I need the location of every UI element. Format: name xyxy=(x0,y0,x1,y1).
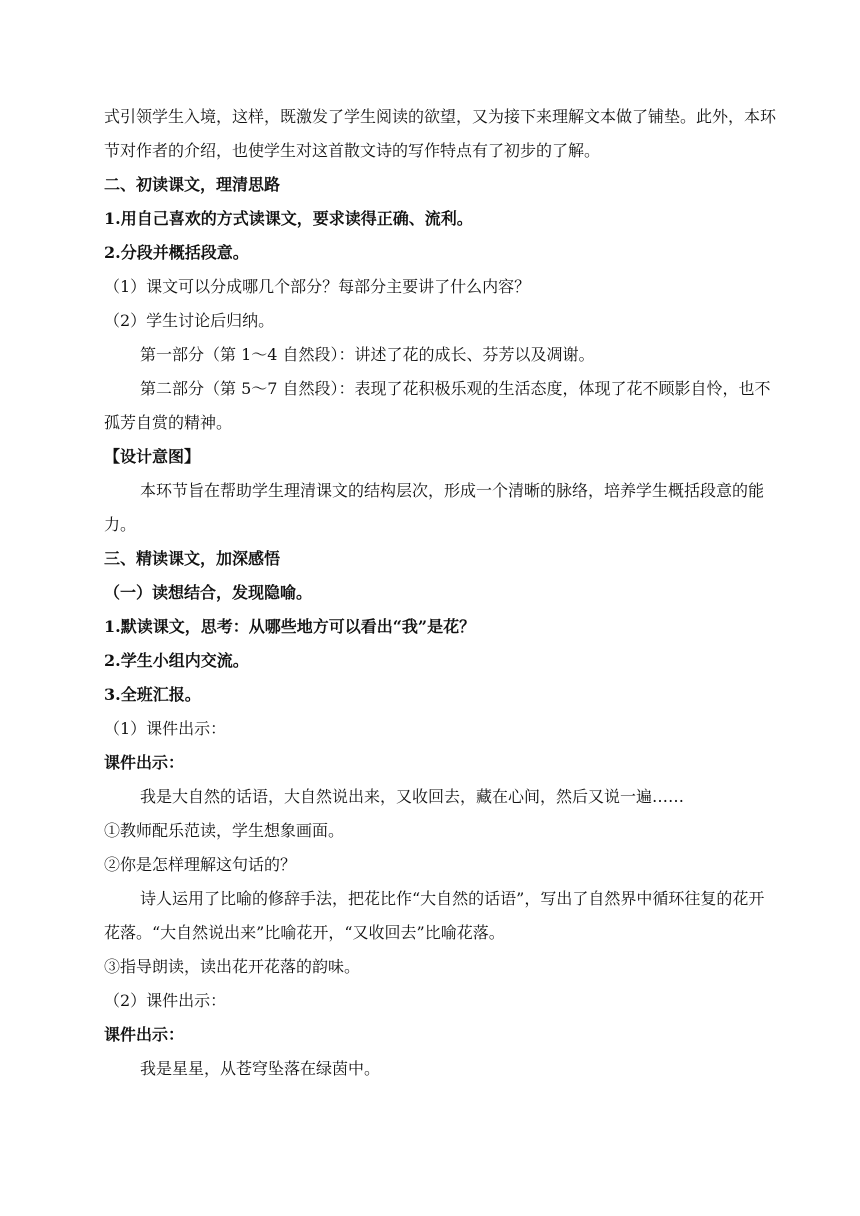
circled-step-1: ①教师配乐范读，学生想象画面。 xyxy=(104,821,345,840)
question-1: （1）课文可以分成哪几个部分？每部分主要讲了什么内容？ xyxy=(104,277,531,296)
reading-step-3: 3.全班汇报。 xyxy=(104,685,201,704)
courseware-show-1: （1）课件出示： xyxy=(104,719,227,738)
reading-step-1: 1.默读课文，思考：从哪些地方可以看出“我”是花？ xyxy=(104,617,476,636)
courseware-show-2: （2）课件出示： xyxy=(104,991,227,1010)
section-heading-2: 二、初读课文，理清思路 xyxy=(104,175,281,194)
explanation-paragraph: 诗人运用了比喻的修辞手法，把花比作“大自然的话语”，写出了自然界中循环往复的花开花落。“大自然说出来”比喻花开，“又收回去”比喻花落。 xyxy=(104,889,765,942)
step-item-2: 2.分段并概括段意。 xyxy=(104,243,249,262)
design-intent-text: 本环节旨在帮助学生理清课文的结构层次，形成一个清晰的脉络，培养学生概括段意的能力。 xyxy=(104,481,765,534)
part-one-summary: 第一部分（第 1～4 自然段）：讲述了花的成长、芬芳以及凋谢。 xyxy=(140,345,595,364)
subsection-heading-1: （一）读想结合，发现隐喻。 xyxy=(104,583,313,602)
circled-step-3: ③指导朗读，读出花开花落的韵味。 xyxy=(104,957,361,976)
quote-1: 我是大自然的话语，大自然说出来，又收回去，藏在心间，然后又说一遍…… xyxy=(140,787,685,806)
part-two-summary: 第二部分（第 5～7 自然段）：表现了花积极乐观的生活态度，体现了花不顾影自怜，也不孤芳自赏的精神。 xyxy=(104,379,771,432)
courseware-label-1: 课件出示： xyxy=(104,753,185,772)
section-heading-3: 三、精读课文，加深感悟 xyxy=(104,549,281,568)
reading-step-2: 2.学生小组内交流。 xyxy=(104,651,249,670)
paragraph-intro-continued: 式引领学生入境，这样，既激发了学生阅读的欲望，又为接下来理解文本做了铺垫。此外，本环节对作者的介绍，也使学生对这首散文诗的写作特点有了初步的了解。 xyxy=(104,107,777,160)
circled-step-2: ②你是怎样理解这句话的？ xyxy=(104,855,297,874)
document-page xyxy=(104,100,780,1086)
courseware-label-2: 课件出示： xyxy=(104,1025,185,1044)
design-intent-label: 【设计意图】 xyxy=(104,447,201,466)
step-item-1: 1.用自己喜欢的方式读课文，要求读得正确、流利。 xyxy=(104,209,473,228)
question-2: （2）学生讨论后归纳。 xyxy=(104,311,275,330)
quote-2: 我是星星，从苍穹坠落在绿茵中。 xyxy=(140,1059,381,1078)
